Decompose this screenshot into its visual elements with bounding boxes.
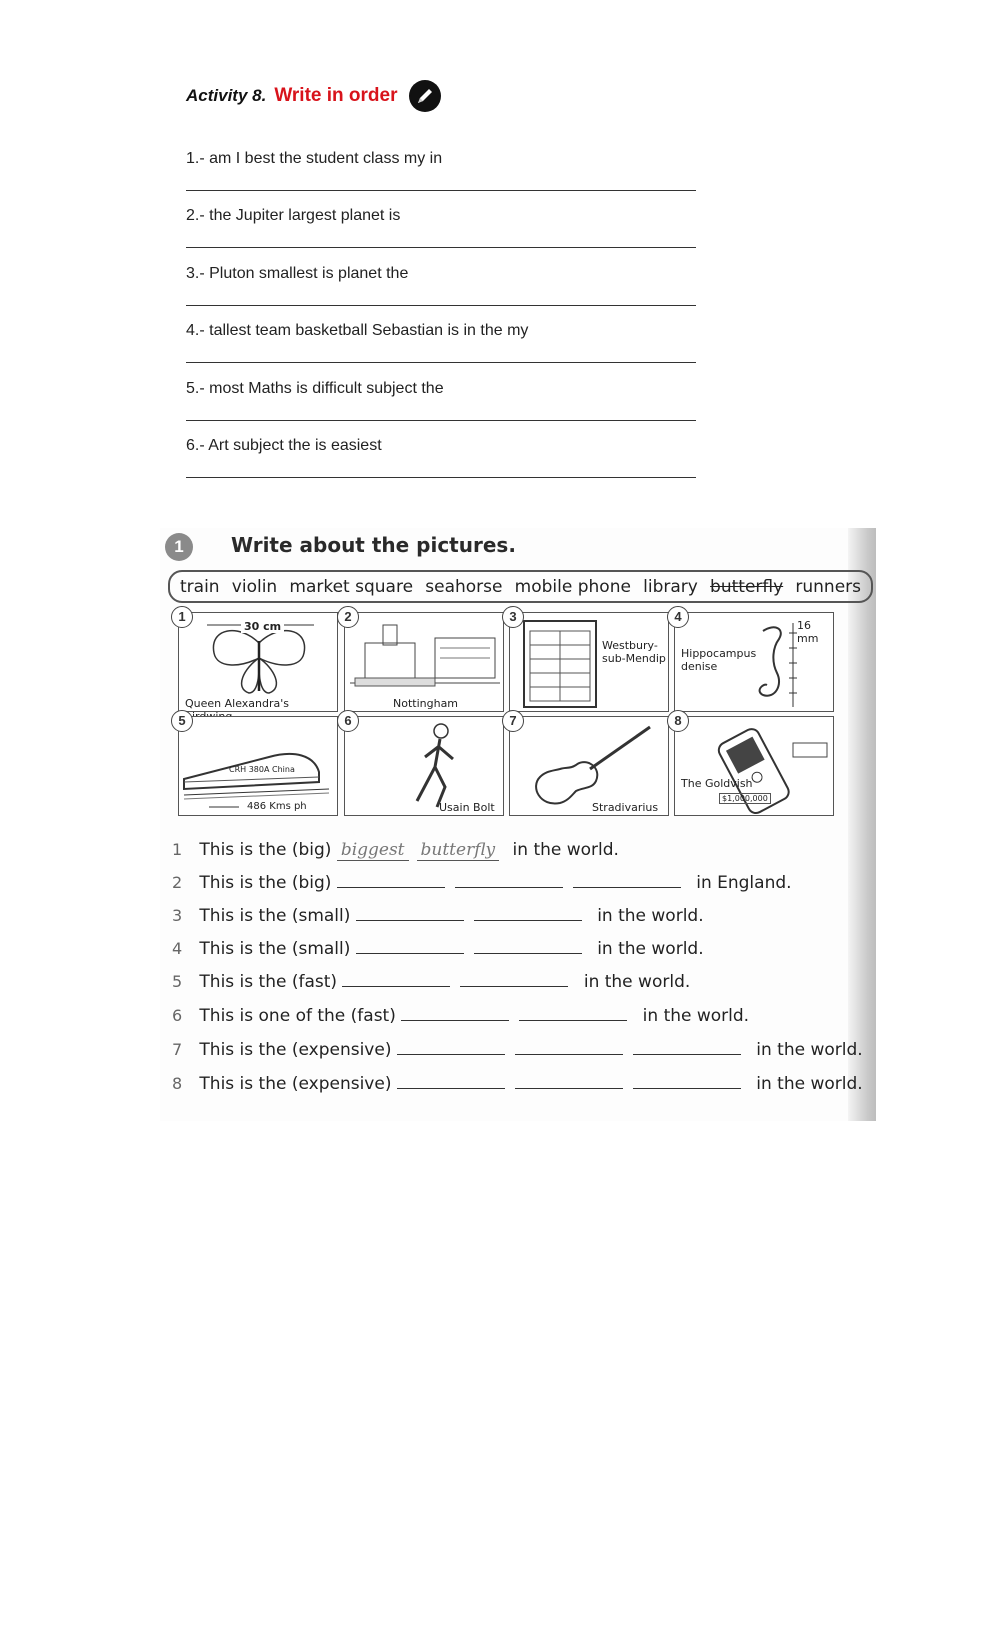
answer-butterfly: butterfly [417,840,500,861]
activity-number: Activity 8. [186,86,267,105]
question-1: 1.- am I best the student class my in [186,150,696,168]
word-violin: violin [231,576,278,597]
exercise-badge: 1 [165,533,193,561]
picture-3-number: 3 [502,606,524,628]
sentence-3: 3 This is the (small) in the world. [172,906,704,926]
answer-line-4[interactable] [186,362,696,363]
picture-8-number: 8 [667,710,689,732]
picture-1-number: 1 [171,606,193,628]
picture-5-train [178,716,338,816]
answer-line-5[interactable] [186,420,696,421]
sentence-7: 7 This is the (expensive) in the world. [172,1040,863,1060]
answer-biggest: biggest [337,840,409,861]
picture-5-caption: 486 Kms ph [247,801,307,812]
picture-7-number: 7 [502,710,524,732]
train-model-label: CRH 380A China [229,765,295,774]
picture-7-violin [509,716,669,816]
picture-6-number: 6 [337,710,359,732]
question-2: 2.- the Jupiter largest planet is [186,207,696,225]
blank[interactable] [474,939,582,954]
word-mobile-phone: mobile phone [514,576,631,597]
activity-heading [186,80,441,112]
blank[interactable] [633,1040,741,1055]
blank[interactable] [455,873,563,888]
answer-line-1[interactable] [186,190,696,191]
question-4: 4.- tallest team basketball Sebastian is in the my [186,322,696,340]
word-butterfly-crossed: butterfly [710,576,784,597]
picture-8-caption: The Goldvish [681,777,753,790]
picture-5-number: 5 [171,710,193,732]
question-3: 3.- Pluton smallest is planet the [186,265,696,283]
word-runners: runners [795,576,861,597]
blank[interactable] [519,1006,627,1021]
answer-line-6[interactable] [186,477,696,478]
blank[interactable] [573,873,681,888]
picture-1-caption: Queen Alexandra's [185,697,290,710]
activity-title: Write in order [274,85,398,106]
picture-4-caption: Hippocampus denise [681,647,757,673]
sentence-6: 6 This is one of the (fast) in the world. [172,1006,750,1026]
picture-3-caption: Westbury-sub-Mendip [602,639,666,665]
exercise-title: Write about the pictures. [231,533,516,557]
picture-2-number: 2 [337,606,359,628]
answer-line-3[interactable] [186,305,696,306]
answer-line-2[interactable] [186,247,696,248]
sentence-5: 5 This is the (fast) in the world. [172,972,691,992]
picture-4-number: 4 [667,606,689,628]
picture-4-seahorse [674,612,834,712]
phone-price-label: $1,000,000 [719,793,771,804]
blank[interactable] [356,906,464,921]
picture-8-phone [674,716,834,816]
word-library: library [643,576,698,597]
blank[interactable] [515,1040,623,1055]
blank[interactable] [397,1040,505,1055]
picture-3-library [509,612,669,712]
picture-6-runner [344,716,504,816]
blank[interactable] [397,1074,505,1089]
question-6: 6.- Art subject the is easiest [186,437,696,455]
blank[interactable] [633,1074,741,1089]
blank[interactable] [515,1074,623,1089]
word-market-square: market square [289,576,414,597]
blank[interactable] [337,873,445,888]
blank[interactable] [474,906,582,921]
butterfly-size-label: 30 cm [241,620,284,633]
picture-2-caption: Nottingham [393,697,459,710]
seahorse-size-label: 16 mm [797,619,819,645]
blank[interactable] [401,1006,509,1021]
word-box [168,570,873,603]
sentence-8: 8 This is the (expensive) in the world. [172,1074,863,1094]
pencil-icon [409,80,441,112]
scan-edge-shadow [848,528,876,1121]
sentence-4: 4 This is the (small) in the world. [172,939,704,959]
word-train: train [180,576,220,597]
blank[interactable] [356,939,464,954]
blank[interactable] [342,972,450,987]
picture-2-nottingham [344,612,504,712]
sentence-2: 2 This is the (big) in England. [172,873,792,893]
picture-7-caption: Stradivarius [592,801,659,814]
sentence-1: 1 This is the (big) biggest butterfly in the world. [172,840,619,860]
blank[interactable] [460,972,568,987]
picture-1-butterfly [178,612,338,712]
question-5: 5.- most Maths is difficult subject the [186,380,696,398]
picture-6-caption: Usain Bolt [439,801,495,814]
word-seahorse: seahorse [425,576,503,597]
